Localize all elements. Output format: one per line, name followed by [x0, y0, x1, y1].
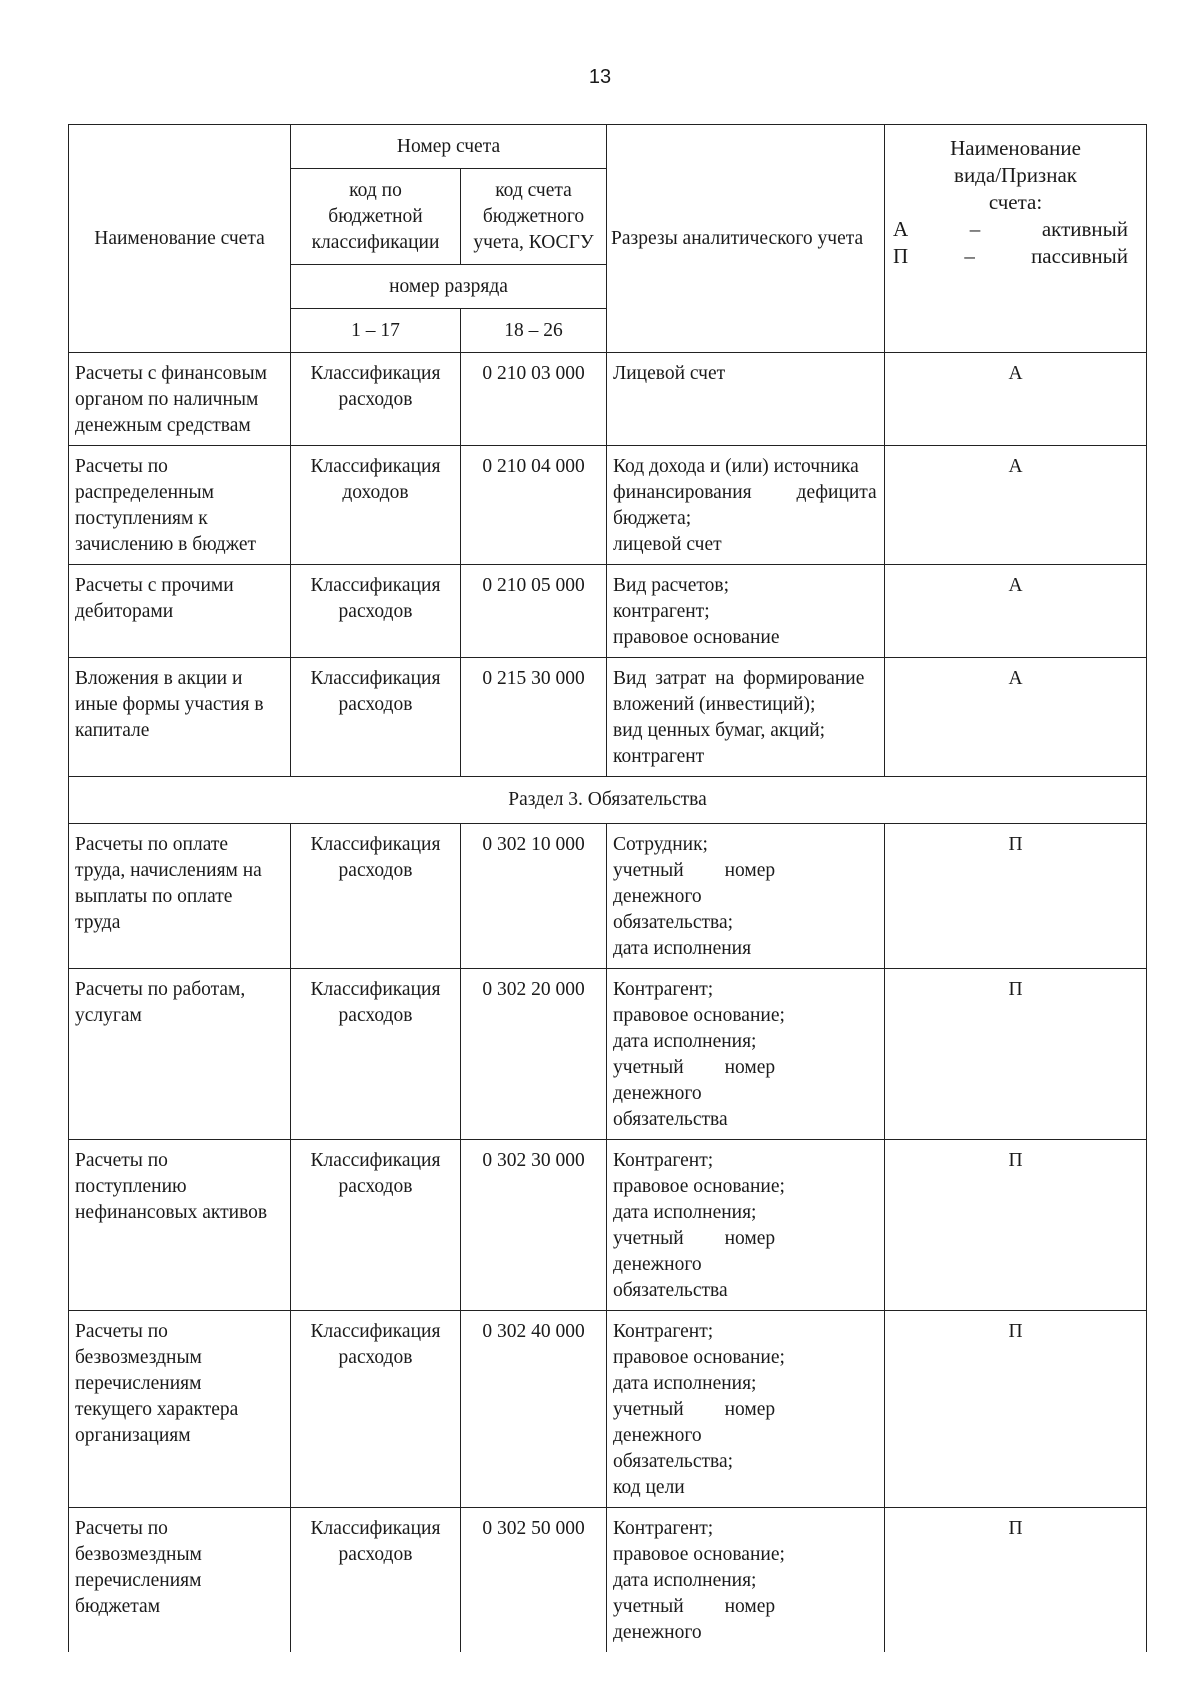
account-sign: П [885, 1140, 1147, 1311]
account-name: Вложения в акции и иные формы участия в капитале [69, 658, 291, 777]
sign-active-legend: А – активный [893, 217, 1129, 241]
header-account-number: Номер счета [291, 125, 607, 169]
account-code: 0 302 10 000 [461, 824, 607, 969]
header-budget-class-code: код по бюджетной классификации [291, 169, 461, 265]
classification: Классификация расходов [291, 1140, 461, 1311]
header-account-name: Наименование счета [69, 125, 291, 353]
account-code: 0 302 30 000 [461, 1140, 607, 1311]
account-sign: А [885, 565, 1147, 658]
classification: Классификация расходов [291, 824, 461, 969]
account-code: 0 302 40 000 [461, 1311, 607, 1508]
table-row [69, 565, 1147, 658]
analytics: Код дохода и (или) источника финансирования дефицита бюджета; лицевой счет [607, 446, 885, 565]
account-sign: А [885, 446, 1147, 565]
account-name: Расчеты по поступлению нефинансовых активов [69, 1140, 291, 1311]
account-name: Расчеты по распределенным поступлениям к зачислению в бюджет [69, 446, 291, 565]
classification: Классификация расходов [291, 969, 461, 1140]
section-heading-row [69, 777, 1147, 824]
page-number: 13 [588, 66, 612, 88]
analytics: Вид расчетов; контрагент; правовое основание [607, 565, 885, 658]
classification: Классификация расходов [291, 1508, 461, 1653]
account-sign: А [885, 658, 1147, 777]
classification: Классификация доходов [291, 446, 461, 565]
table-row [69, 1311, 1147, 1508]
analytics: Контрагент; правовое основание; дата исполнения; учетный номер денежного [607, 1508, 885, 1653]
account-sign: П [885, 824, 1147, 969]
classification: Классификация расходов [291, 353, 461, 446]
account-name: Расчеты по безвозмездным перечислениям текущего характера организациям [69, 1311, 291, 1508]
account-sign: П [885, 1311, 1147, 1508]
table-row [69, 969, 1147, 1140]
account-sign: П [885, 1508, 1147, 1653]
analytics: Контрагент; правовое основание; дата исполнения; учетный номер денежного обязательства [607, 969, 885, 1140]
account-sign: А [885, 353, 1147, 446]
account-code: 0 215 30 000 [461, 658, 607, 777]
table-row [69, 1508, 1147, 1653]
account-code: 0 210 05 000 [461, 565, 607, 658]
accounts-table [68, 124, 1147, 1652]
table-row [69, 824, 1147, 969]
classification: Классификация расходов [291, 1311, 461, 1508]
header-digits-2: 18 – 26 [461, 309, 607, 353]
classification: Классификация расходов [291, 565, 461, 658]
account-code: 0 302 50 000 [461, 1508, 607, 1653]
table-row [69, 658, 1147, 777]
table-row [69, 446, 1147, 565]
account-name: Расчеты с прочими дебиторами [69, 565, 291, 658]
account-name: Расчеты по работам, услугам [69, 969, 291, 1140]
sign-passive-legend: П – пассивный [893, 244, 1129, 268]
header-account-sign: Наименование вида/Признак счета: А – активный П – пассивный [885, 125, 1147, 353]
table-row [69, 353, 1147, 446]
account-sign: П [885, 969, 1147, 1140]
account-name: Расчеты по безвозмездным перечислениям бюджетам [69, 1508, 291, 1653]
analytics: Контрагент; правовое основание; дата исполнения; учетный номер денежного обязательства; код цели [607, 1311, 885, 1508]
analytics: Сотрудник; учетный номер денежного обязательства; дата исполнения [607, 824, 885, 969]
account-code: 0 210 03 000 [461, 353, 607, 446]
account-name: Расчеты с финансовым органом по наличным денежным средствам [69, 353, 291, 446]
header-digits-1: 1 – 17 [291, 309, 461, 353]
analytics: Контрагент; правовое основание; дата исполнения; учетный номер денежного обязательства [607, 1140, 885, 1311]
analytics: Лицевой счет [607, 353, 885, 446]
table-row [69, 1140, 1147, 1311]
classification: Классификация расходов [291, 658, 461, 777]
account-code: 0 302 20 000 [461, 969, 607, 1140]
header-analytic-sections: Разрезы аналитического учета [607, 125, 885, 353]
analytics: Вид затрат на формирование вложений (инвестиций); вид ценных бумаг, акций; контрагент [607, 658, 885, 777]
account-code: 0 210 04 000 [461, 446, 607, 565]
header-budget-account-code: код счета бюджетного учета, КОСГУ [461, 169, 607, 265]
section-title: Раздел 3. Обязательства [69, 777, 1147, 824]
header-digit-number: номер разряда [291, 265, 607, 309]
account-name: Расчеты по оплате труда, начислениям на выплаты по оплате труда [69, 824, 291, 969]
